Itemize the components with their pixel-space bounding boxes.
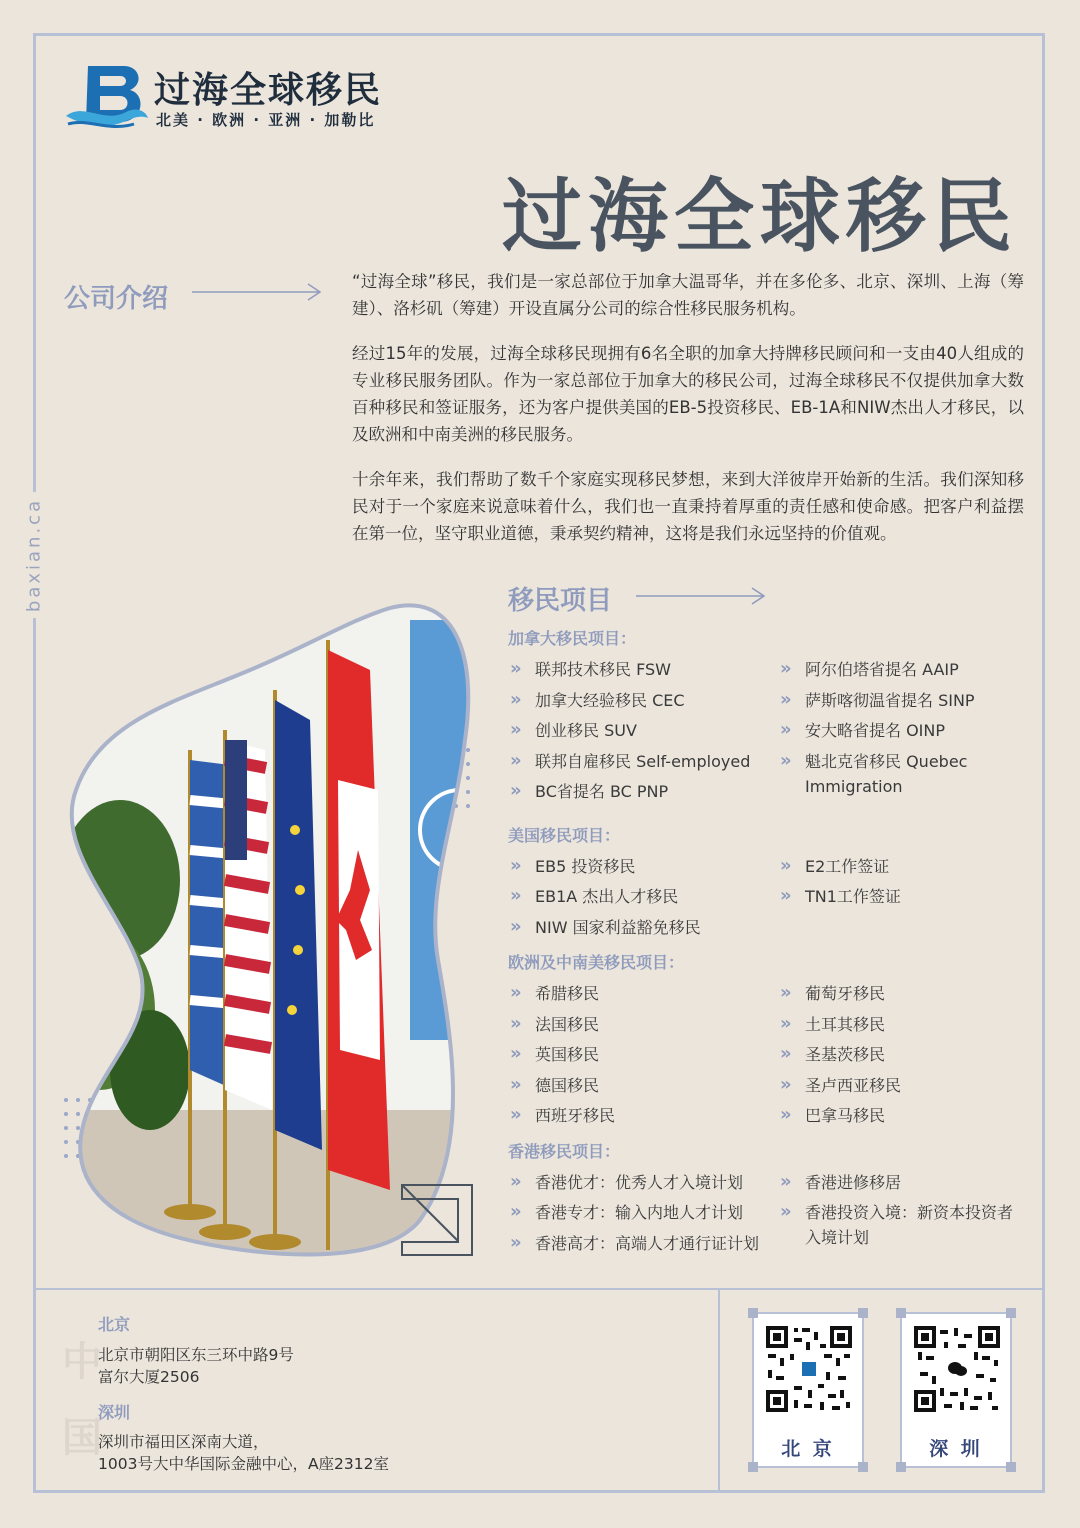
project-list xyxy=(508,626,1028,1264)
list-item: » 香港进修移居 xyxy=(778,1167,1028,1198)
category-title: 加拿大移民项目： xyxy=(508,629,637,648)
list-item: » TN1工作签证 xyxy=(778,881,1028,912)
list-item: » 圣基茨移民 xyxy=(778,1039,1028,1070)
qr-card-beijing[interactable] xyxy=(752,1312,864,1468)
logo-name: 过海全球移民 xyxy=(154,70,383,111)
list-item: » 魁北克省移民 Quebec Immigration xyxy=(778,746,1028,807)
list-item: » 香港优才：优秀人才入境计划 xyxy=(508,1167,778,1198)
intro-text xyxy=(352,268,1024,565)
list-item: » 联邦技术移民 FSW xyxy=(508,654,778,685)
watermark-char: 国 xyxy=(62,1415,102,1461)
list-item: » BC省提名 BC PNP xyxy=(508,776,778,807)
shenzhen-address: 深圳市福田区深南大道， 1003号大中华国际金融中心，A座2312室 xyxy=(98,1433,389,1473)
brand-logo xyxy=(64,62,394,132)
list-item: » 香港高才：高端人才通行证计划 xyxy=(508,1228,778,1259)
website-vertical: baxian.ca xyxy=(16,490,52,620)
watermark-char: 中 xyxy=(62,1339,102,1385)
intro-paragraph: “过海全球”移民，我们是一家总部位于加拿大温哥华，并在多伦多、北京、深圳、上海（筹建）、洛杉矶（筹建）开设直属分公司的综合性移民服务机构。 xyxy=(352,272,1024,318)
list-item: » 香港投资入境：新资本投资者入境计划 xyxy=(778,1197,1028,1258)
category-title: 欧洲及中南美移民项目： xyxy=(508,953,685,972)
list-item: » 法国移民 xyxy=(508,1009,778,1040)
qr-label: 深 圳 xyxy=(929,1438,983,1460)
list-item: » 香港专才：输入内地人才计划 xyxy=(508,1197,778,1228)
logo-regions: 北美 · 欧洲 · 亚洲 · 加勒比 xyxy=(156,111,376,129)
list-item: » 希腊移民 xyxy=(508,978,778,1009)
footer-divider xyxy=(36,1288,1042,1290)
qr-card-shenzhen[interactable] xyxy=(900,1312,1012,1468)
intro-paragraph: 十余年来，我们帮助了数千个家庭实现移民梦想，来到大洋彼岸开始新的生活。我们深知移民对于一个家庭来说意味着什么，我们也一直秉持着厚重的责任感和使命感。把客户利益摆在第一位，坚守职业道德，秉承契约精神，这将是我们永远坚持的价值观。 xyxy=(352,470,1024,543)
list-item: » NIW 国家利益豁免移民 xyxy=(508,912,778,943)
list-item: » 阿尔伯塔省提名 AAIP xyxy=(778,654,1028,685)
qr-code-icon[interactable] xyxy=(764,1324,854,1414)
list-item: » E2工作签证 xyxy=(778,851,1028,882)
category-title: 香港移民项目： xyxy=(508,1141,621,1161)
list-item: » 巴拿马移民 xyxy=(778,1100,1028,1131)
intro-paragraph: 经过15年的发展，过海全球移民现拥有6名全职的加拿大持牌移民顾问和一支由40人组成的专业移民服务团队。作为一家总部位于加拿大的移民公司，过海全球移民不仅提供加拿大数百种移民和签证服务，还为客户提供美国的EB-5投资移民、EB-1A和NIW杰出人才移民，以及欧洲和中南美洲的移民服务。 xyxy=(352,344,1024,444)
list-item: » 葡萄牙移民 xyxy=(778,978,1028,1009)
list-item: » 萨斯喀彻温省提名 SINP xyxy=(778,685,1028,716)
list-item: » 创业移民 SUV xyxy=(508,715,778,746)
list-item: » EB5 投资移民 xyxy=(508,851,778,882)
projects-label: 移民项目 xyxy=(508,586,613,616)
beijing-label: 北京 xyxy=(98,1315,131,1334)
qr-label: 北 京 xyxy=(781,1438,835,1460)
footer-divider-vertical xyxy=(718,1290,720,1490)
list-item: » 安大略省提名 OINP xyxy=(778,715,1028,746)
side-rule-top xyxy=(34,33,36,488)
list-item: » 德国移民 xyxy=(508,1070,778,1101)
flags-photo xyxy=(60,590,490,1260)
category-title: 美国移民项目： xyxy=(508,825,621,845)
list-item: » 圣卢西亚移民 xyxy=(778,1070,1028,1101)
list-item: » 联邦自雇移民 Self-employed xyxy=(508,746,778,777)
intro-arrow-icon xyxy=(192,282,324,302)
list-item: » EB1A 杰出人才移民 xyxy=(508,881,778,912)
wave-logo-icon xyxy=(64,62,150,132)
projects-arrow-icon xyxy=(636,586,768,606)
intro-label: 公司介绍 xyxy=(64,284,169,314)
shenzhen-label: 深圳 xyxy=(98,1403,131,1422)
beijing-address: 北京市朝阳区东三环中路9号 富尔大厦2506 xyxy=(98,1346,294,1386)
wechat-qr-code-icon[interactable] xyxy=(912,1324,1002,1414)
list-item: » 土耳其移民 xyxy=(778,1009,1028,1040)
list-item: » 英国移民 xyxy=(508,1039,778,1070)
page-title: 过海全球移民 xyxy=(502,169,1018,263)
list-item: » 西班牙移民 xyxy=(508,1100,778,1131)
list-item: » 加拿大经验移民 CEC xyxy=(508,685,778,716)
